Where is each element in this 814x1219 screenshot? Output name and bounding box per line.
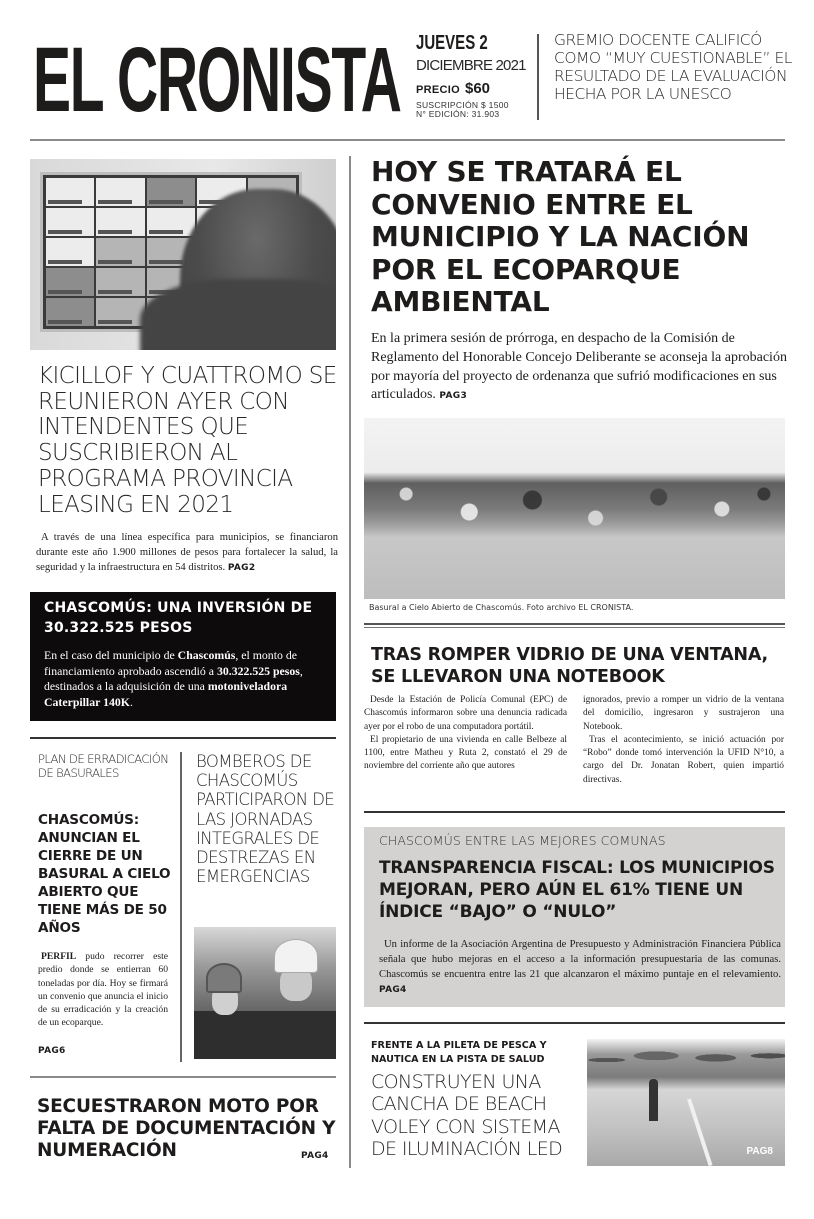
- park-photo: [587, 1039, 785, 1166]
- beach-headline[interactable]: CONSTRUYEN UNA CANCHA DE BEACH VOLEY CON SISTEMA DE ILUMINACIÓN LED: [371, 1071, 563, 1161]
- transparency-summary: Un informe de la Asociación Argentina de Presupuesto y Administración Financiera Pública señala que hubo mejoras en el acceso a la información presupuestaria de las comunas. Chascomús se encuentra entre las 21 que alcanzaron el máximo puntaje en el relevamiento. PAG4: [379, 939, 781, 995]
- section-rule: [364, 1022, 785, 1024]
- page-ref[interactable]: PAG6: [38, 1046, 66, 1056]
- person-figure: [649, 1079, 658, 1121]
- robo-body-column-2: ignorados, previo a romper un vidrio de la ventana del domicilio, ingresaron y sustrajeron una Notebook. Tras el acontecimiento, se inició actuación por “Robo” donde tomó intervención la UFID N°10, a cargo del Dr. Jonatan Robert, quien impartió directivas.: [583, 695, 784, 785]
- section-rule: [364, 623, 785, 625]
- section-rule: [364, 627, 785, 628]
- videoconference-photo: [30, 159, 336, 350]
- page-ref[interactable]: PAG4: [379, 985, 407, 995]
- section-rule: [364, 811, 785, 813]
- masthead-rule: [30, 139, 785, 141]
- section-rule: [30, 1076, 336, 1078]
- edition-number: N° EDICIÓN: 31.903: [416, 109, 500, 119]
- masthead-divider: [537, 34, 539, 120]
- transparency-headline[interactable]: TRANSPARENCIA FISCAL: LOS MUNICIPIOS MEJORAN, PERO AÚN EL 61% TIENE UN ÍNDICE “BAJO” O “NULO”: [379, 858, 775, 922]
- section-rule: [30, 737, 336, 739]
- issue-month-year: DICIEMBRE 2021: [416, 57, 526, 74]
- bomberos-headline[interactable]: BOMBEROS DE CHASCOMÚS PARTICIPARON DE LAS JORNADAS INTEGRALES DE DESTREZAS EN EMERGENCIAS: [196, 752, 335, 887]
- robo-body-column-1: Desde la Estación de Policía Comunal (EPC) de Chascomús informaron sobre una denuncia radicada ayer por el robo de una computadora portátil. El propietario de una vivienda en calle Belbeze al 1100, entre Matheu y Ruta 2, constató el 29 de noviembre del corriente año que autores: [364, 695, 567, 772]
- landfill-photo: [364, 418, 785, 599]
- masthead-headline-link[interactable]: GREMIO DOCENTE CALIFICÓ COMO “MUY CUESTIONABLE” EL RESULTADO DE LA EVALUACIÓN HECHA POR LA UNESCO: [554, 31, 792, 103]
- photo-caption: Basural a Cielo Abierto de Chascomús. Foto archivo EL CRONISTA.: [369, 603, 634, 612]
- beach-kicker: FRENTE A LA PILETA DE PESCA Y NAUTICA EN LA PISTA DE SALUD: [371, 1040, 547, 1065]
- basural-kicker: PLAN DE ERRADICACIÓN DE BASURALES: [38, 752, 169, 780]
- robo-headline[interactable]: TRAS ROMPER VIDRIO DE UNA VENTANA, SE LLEVARON UNA NOTEBOOK: [371, 645, 768, 687]
- column-divider: [349, 156, 351, 1168]
- investment-body: En el caso del municipio de Chascomús, el monto de financiamiento aprobado ascendió a 30.322.525 pesos, destinados a la adquisición de una motoniveladora Caterpillar 140K.: [44, 648, 303, 709]
- newspaper-logo: EL CRONISTA: [33, 29, 401, 131]
- basural-headline[interactable]: CHASCOMÚS: ANUNCIAN EL CIERRE DE UN BASURAL A CIELO ABIERTO QUE TIENE MÁS DE 50 AÑOS: [38, 812, 171, 936]
- inner-column-divider: [180, 752, 182, 1062]
- moto-headline[interactable]: SECUESTRARON MOTO POR FALTA DE DOCUMENTACIÓN Y NUMERACIÓN: [37, 1096, 336, 1161]
- kicillof-headline[interactable]: KICILLOF Y CUATTROMO SE REUNIERON AYER CON INTENDENTES QUE SUSCRIBIERON AL PROGRAMA PROVINCIA LEASING EN 2021: [38, 363, 337, 518]
- price-value: $60: [464, 80, 491, 97]
- investment-headline[interactable]: CHASCOMÚS: UNA INVERSIÓN DE 30.322.525 PESOS: [44, 600, 313, 636]
- tripod-figure: [687, 1098, 712, 1166]
- lead-headline[interactable]: HOY SE TRATARÁ EL CONVENIO ENTRE EL MUNICIPIO Y LA NACIÓN POR EL ECOPARQUE AMBIENTAL: [371, 155, 750, 318]
- issue-day: JUEVES 2: [416, 32, 488, 54]
- subscription-price: SUSCRIPCIÓN $ 1500: [416, 100, 509, 110]
- page-ref[interactable]: PAG2: [227, 563, 256, 574]
- kicillof-summary: A través de una línea específica para municipios, se financiaron durante este año 1.900 millones de pesos para fortalecer la salud, la seguridad y la infraestructura en 54 distritos. PAG2: [36, 532, 338, 574]
- page-ref[interactable]: PAG8: [746, 1146, 773, 1157]
- page-ref[interactable]: PAG4: [301, 1151, 329, 1161]
- price-label: PRECIO: [416, 84, 460, 96]
- price: [416, 80, 490, 98]
- transparency-kicker: CHASCOMÚS ENTRE LAS MEJORES COMUNAS: [379, 833, 666, 848]
- helmet-icon: [274, 939, 318, 973]
- basural-summary: PERFIL pudo recorrer este predio donde se entierran 60 toneladas por día. Hoy se firmará un convenio que anuncia el inicio de su erradicación y la creación de un ecoparque.: [38, 951, 168, 1029]
- lead-summary: En la primera sesión de prórroga, en despacho de la Comisión de Reglamento del Honorable Concejo Deliberante se aconseja la aprobación por mayoría del proyecto de ordenanza que sufrió modificaciones en sus articulados. PAG3: [371, 331, 787, 403]
- firefighters-photo: [194, 927, 336, 1059]
- page-ref[interactable]: PAG3: [439, 391, 468, 402]
- helmet-icon: [206, 963, 242, 993]
